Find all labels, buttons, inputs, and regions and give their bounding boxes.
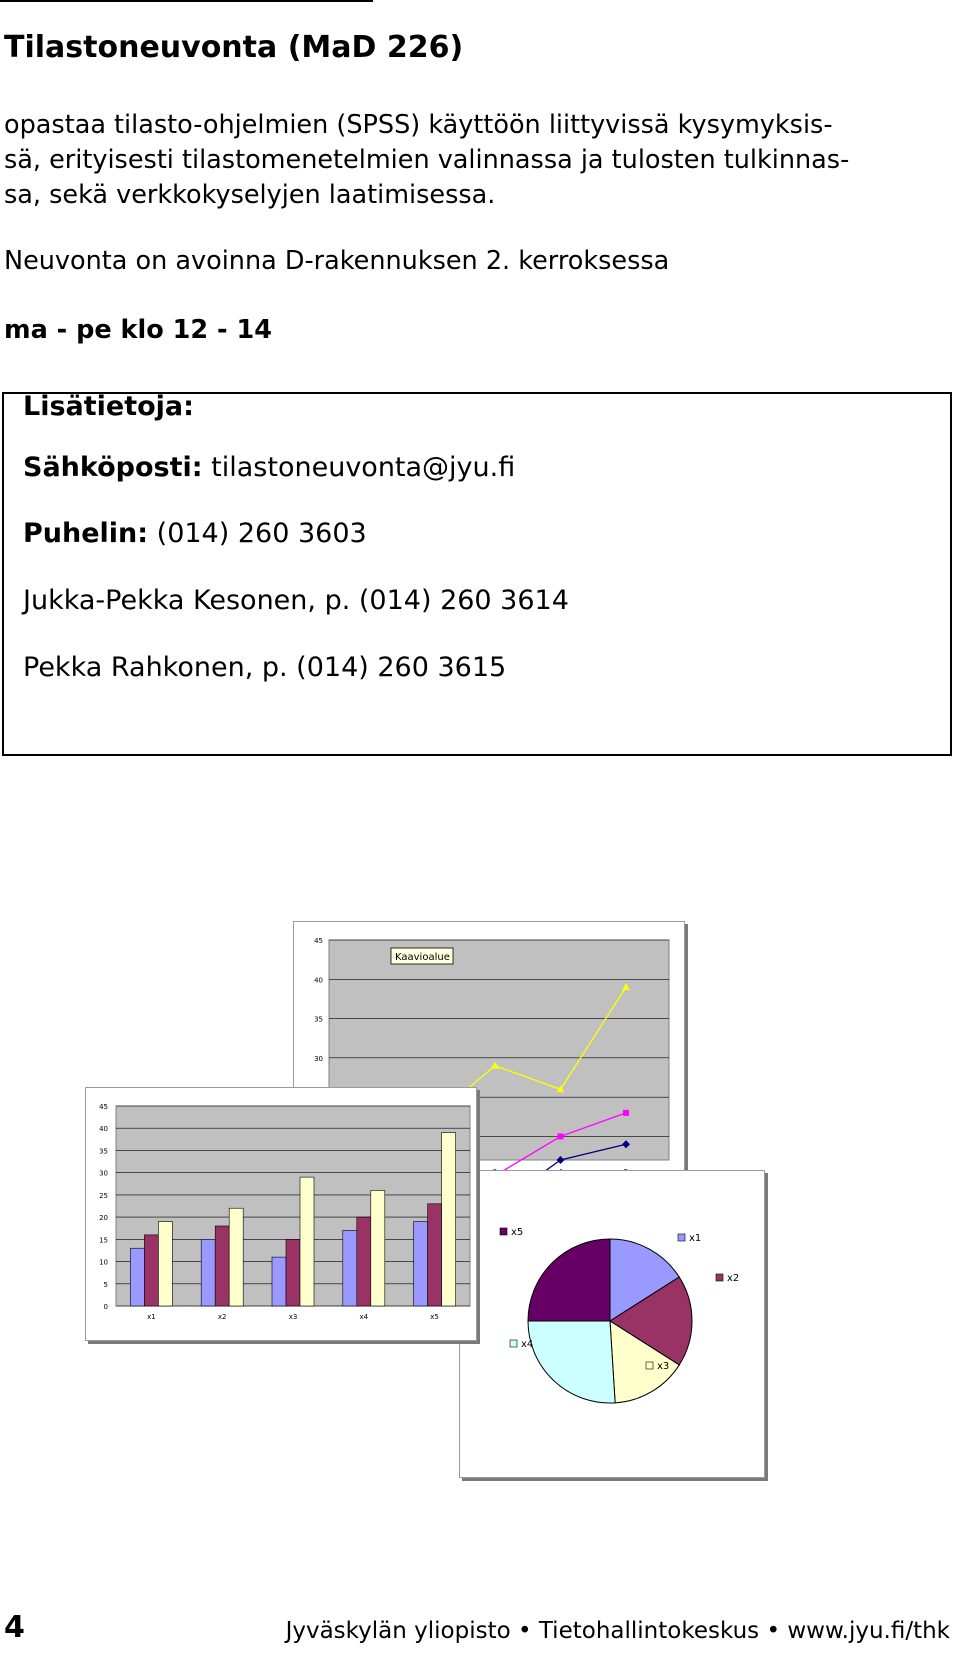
y-tick-label: 30 xyxy=(99,1169,108,1178)
contact-person-2: Pekka Rahkonen, p. (014) 260 3615 xyxy=(23,652,507,683)
intro-paragraph xyxy=(4,108,944,213)
phone-number: (014) 260 3603 xyxy=(156,518,367,549)
legend-swatch xyxy=(646,1362,653,1369)
phone-row xyxy=(23,518,367,549)
y-tick-label: 45 xyxy=(314,937,323,945)
pie-label: x5 xyxy=(511,1227,524,1238)
y-tick-label: 25 xyxy=(99,1191,108,1200)
contact-box xyxy=(2,392,952,756)
x-tick-label: x4 xyxy=(359,1313,369,1321)
top-rule xyxy=(0,0,373,2)
pie-label: x4 xyxy=(521,1339,534,1350)
pie-label: x3 xyxy=(657,1361,670,1372)
contact-heading: Lisätietoja: xyxy=(23,391,194,422)
legend-swatch xyxy=(716,1274,723,1281)
chart-tooltip-text: Kaavioalue xyxy=(395,952,450,963)
contact-person-1: Jukka-Pekka Kesonen, p. (014) 260 3614 xyxy=(23,585,569,616)
intro-line: opastaa tilasto-ohjelmien (SPSS) käyttöön liittyvissä kysymyksis- xyxy=(4,110,833,140)
y-tick-label: 0 xyxy=(103,1303,108,1311)
legend-swatch xyxy=(500,1228,507,1235)
y-tick-label: 30 xyxy=(314,1054,323,1063)
email-row xyxy=(23,452,515,483)
bar xyxy=(414,1222,428,1306)
pie-label: x1 xyxy=(689,1233,702,1244)
footer-text: Jyväskylän yliopisto • Tietohallintokeskus • www.jyu.fi/thk xyxy=(285,1618,950,1644)
bar-chart xyxy=(86,1088,476,1340)
legend-swatch xyxy=(510,1340,517,1347)
bar xyxy=(357,1217,371,1306)
intro-line: sa, sekä verkkokyselyjen laatimisessa. xyxy=(4,180,496,210)
y-tick-label: 40 xyxy=(99,1125,108,1134)
x-tick-label: x3 xyxy=(288,1313,298,1321)
y-tick-label: 20 xyxy=(99,1214,108,1223)
y-tick-label: 35 xyxy=(99,1147,108,1156)
x-tick-label: x1 xyxy=(147,1313,156,1321)
bar xyxy=(286,1239,300,1306)
bar-chart-window xyxy=(85,1087,477,1341)
page-number: 4 xyxy=(4,1610,25,1645)
pie-chart-window xyxy=(459,1170,765,1478)
bar xyxy=(201,1239,215,1306)
phone-label: Puhelin: xyxy=(23,518,149,549)
data-point xyxy=(558,1133,564,1139)
y-tick-label: 10 xyxy=(99,1258,108,1267)
bar xyxy=(272,1257,286,1306)
pie-chart xyxy=(460,1171,764,1477)
bar xyxy=(130,1248,144,1306)
x-tick-label: x5 xyxy=(430,1313,439,1321)
y-tick-label: 40 xyxy=(314,976,323,985)
pie-slice xyxy=(528,1321,615,1403)
bar xyxy=(343,1230,357,1306)
bar xyxy=(158,1222,172,1306)
bar xyxy=(442,1133,456,1306)
location-text: Neuvonta on avoinna D-rakennuksen 2. kerroksessa xyxy=(4,246,670,276)
y-tick-label: 5 xyxy=(103,1280,108,1289)
y-tick-label: 45 xyxy=(99,1103,108,1111)
bar xyxy=(300,1177,314,1306)
bar xyxy=(144,1235,158,1306)
page-title: Tilastoneuvonta (MaD 226) xyxy=(4,30,464,65)
pie-slice xyxy=(528,1239,610,1321)
email-link[interactable]: tilastoneuvonta@jyu.fi xyxy=(211,452,516,483)
y-tick-label: 15 xyxy=(99,1236,108,1245)
bar xyxy=(215,1226,229,1306)
intro-line: sä, erityisesti tilastomenetelmien valinnassa ja tulosten tulkinnas- xyxy=(4,145,850,175)
pie-label: x2 xyxy=(727,1273,740,1284)
y-tick-label: 35 xyxy=(314,1015,323,1024)
email-label: Sähköposti: xyxy=(23,452,203,483)
x-tick-label: x2 xyxy=(217,1313,227,1321)
legend-swatch xyxy=(678,1234,685,1241)
opening-hours: ma - pe klo 12 - 14 xyxy=(4,315,272,345)
bar xyxy=(371,1190,385,1306)
bar xyxy=(428,1204,442,1306)
bar xyxy=(229,1208,243,1306)
data-point xyxy=(623,1110,629,1116)
